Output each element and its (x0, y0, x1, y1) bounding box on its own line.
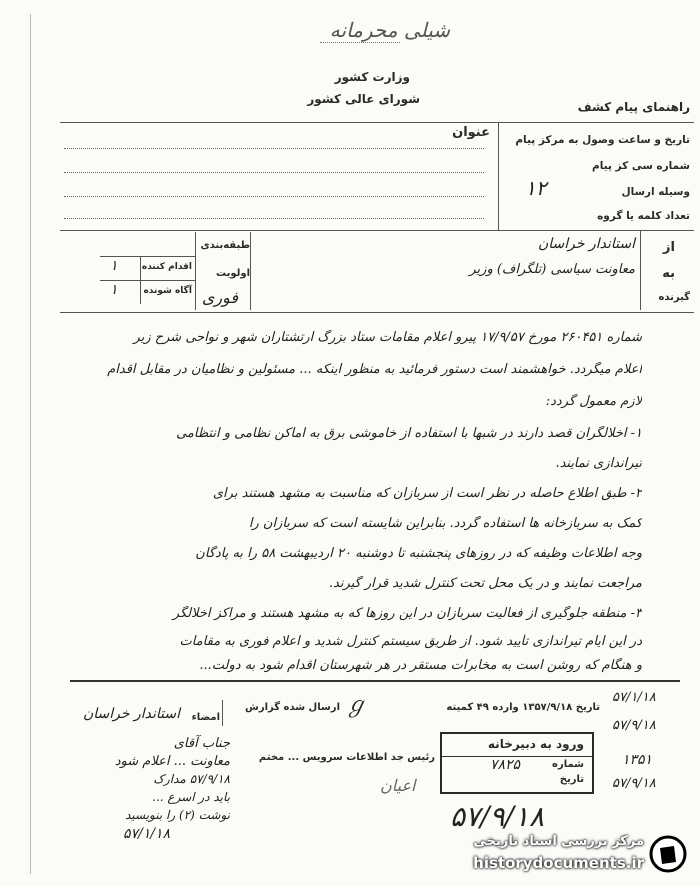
urgency-value: فوری (201, 288, 238, 307)
note-line: تاریخ ۱۳۵۷/۹/۱۸ وارده ۴۹ کمیته (446, 702, 600, 713)
approval-label: رئیس جد اطلاعات سرویس ... مختم (258, 752, 435, 763)
body-line-10: ۳- منطقه جلوگیری از فعالیت سربازان در این روزها که به مشهد هستند و مراکز اخلالگر (172, 606, 642, 621)
subject-line-1 (64, 148, 484, 149)
receiver-box-mid (100, 280, 195, 281)
signature-scribble: ℊ (345, 693, 368, 718)
class-label: طبقه‌بندی (200, 240, 250, 251)
header-top-rule (60, 122, 694, 123)
entry-number-value: ۷۸۲۵ (490, 757, 521, 773)
informed-value: ۱ (110, 282, 118, 298)
body-line-4: ۱- اخلالگران قصد دارند در شبها با استفاده از خاموشی برق به اماکن نظامی و انتظامی (176, 426, 642, 441)
receiver-label: اقدام کننده (141, 262, 192, 272)
body-line-6: ۲- طبق اطلاع حاصله در نظر است از سربازان که مناسبت به مشهد هستند برای (212, 486, 642, 501)
bottom-date: ۵۷/۹/۱۸ (450, 800, 545, 833)
top-scribble: شیلی محرمانه (329, 18, 450, 42)
watermark-logo-icon (648, 834, 688, 874)
sending-official: ارسال شده گزارش (245, 702, 340, 713)
body-line-8: وجه اطلاعات وظیفه که در روزهای پنجشنبه تا دوشنبه ۲۰ اردیبهشت ۵۸ را به پادگان (195, 546, 642, 561)
left-note-5: نوشت (۲) را بنویسید (125, 808, 230, 822)
meta-field-4: تعداد کلمه یا گروه (597, 210, 690, 222)
informed-label: آگاه شونده (143, 286, 192, 296)
bottom-left-scribble: اعیان (380, 776, 416, 795)
body-end-rule (70, 680, 680, 682)
meta-field-3: وسیله ارسال (621, 186, 690, 198)
ministry-name: وزارت کشور (334, 70, 410, 84)
signer-name: استاندار خراسان (82, 706, 180, 722)
right-mark-4: ۵۷/۹/۱۸ (612, 776, 656, 791)
header-divider (498, 122, 499, 230)
left-note-2: معاونت ... اعلام شود (114, 754, 230, 769)
routing-bottom-rule (60, 312, 694, 313)
priority-label: اولویت (215, 268, 250, 279)
to-label: به (662, 266, 675, 281)
receiver-box-top (100, 256, 195, 257)
body-line-1: شماره ۲۶۰۴۵۱ مورخ ۱۷/۹/۵۷ پیرو اعلام مقامات ستاد بزرگ ارتشتاران شهر و نواحی شرح زیر (133, 330, 642, 345)
left-note-4: باید در اسرع ... (152, 790, 230, 804)
left-note-3: ۵۷/۹/۱۸ مدارک (153, 772, 230, 786)
right-mark-2: ۵۷/۹/۱۸ (612, 718, 656, 733)
watermark-line-2: historydocuments.ir (473, 854, 644, 872)
right-mark-3: ۱۳۵۱ (622, 752, 653, 768)
entry-stamp (440, 732, 594, 794)
body-line-9: مراجعت نمایند و در یک محل تحت کنترل شدید قرار گیرند. (328, 576, 642, 591)
left-note-6: ۵۷/۱/۱۸ (122, 826, 170, 842)
body-line-12: و هنگام که روشن است به مخابرات مستقر در هر شهرستان اقدام شود به دولت... (199, 658, 642, 673)
right-mark-1: ۵۷/۱/۱۸ (612, 690, 656, 705)
body-line-3: لازم معمول گردد: (545, 394, 642, 409)
meta-date-mark: ۱۲ (525, 176, 547, 200)
routing-divider-left (195, 232, 196, 310)
body-line-7: کمک به سربازخانه ها استفاده گردد. بنابراین شایسته است که سربازان را (248, 516, 642, 531)
from-label: از (663, 240, 675, 255)
entry-stamp-title: ورود به دبیرخانه (487, 737, 584, 751)
subject-line-3 (64, 196, 484, 197)
entry-date-label: تاریخ (559, 774, 584, 785)
body-line-2: اعلام میگردد. خواهشمند است دستور فرمائید به منظور اینکه ... مسئولین و نظامیان در مقابل اقدام (107, 362, 642, 377)
cc-label: گیرنده (658, 292, 690, 303)
watermark-line-1: مرکز بررسی اسناد تاریخی (473, 834, 644, 849)
from-value: استاندار خراسان (537, 236, 635, 252)
left-note-1: جناب آقای (173, 736, 230, 751)
meta-field-1: تاریخ و ساعت وصول به مرکز پیام (515, 134, 690, 146)
subject-line-2 (64, 172, 484, 173)
entry-number-label: شماره (552, 759, 584, 770)
header-bottom-rule (60, 230, 694, 231)
meta-field-2: شماره سی کز پیام (592, 160, 690, 172)
body-line-11: در این ایام تیراندازی تأیید شود. از طریق سیستم کنترل شدید و اعلام فوری به مقامات (179, 634, 642, 649)
signer-label: امضاء (191, 712, 220, 723)
routing-divider-mid (250, 232, 251, 310)
signature-divider (222, 700, 223, 726)
body-line-5: تیراندازی نمایند. (555, 456, 642, 471)
top-dots (320, 42, 400, 43)
to-value: معاونت سیاسی (تلگراف) وزیر (469, 262, 635, 277)
council-name: شورای عالی کشور (307, 92, 420, 106)
form-title: راهنمای پیام کشف (577, 100, 690, 114)
receiver-value: ۱ (110, 258, 118, 274)
subject-line-4 (64, 218, 484, 219)
watermark (420, 830, 690, 880)
subject-label: عنوان (452, 125, 490, 140)
